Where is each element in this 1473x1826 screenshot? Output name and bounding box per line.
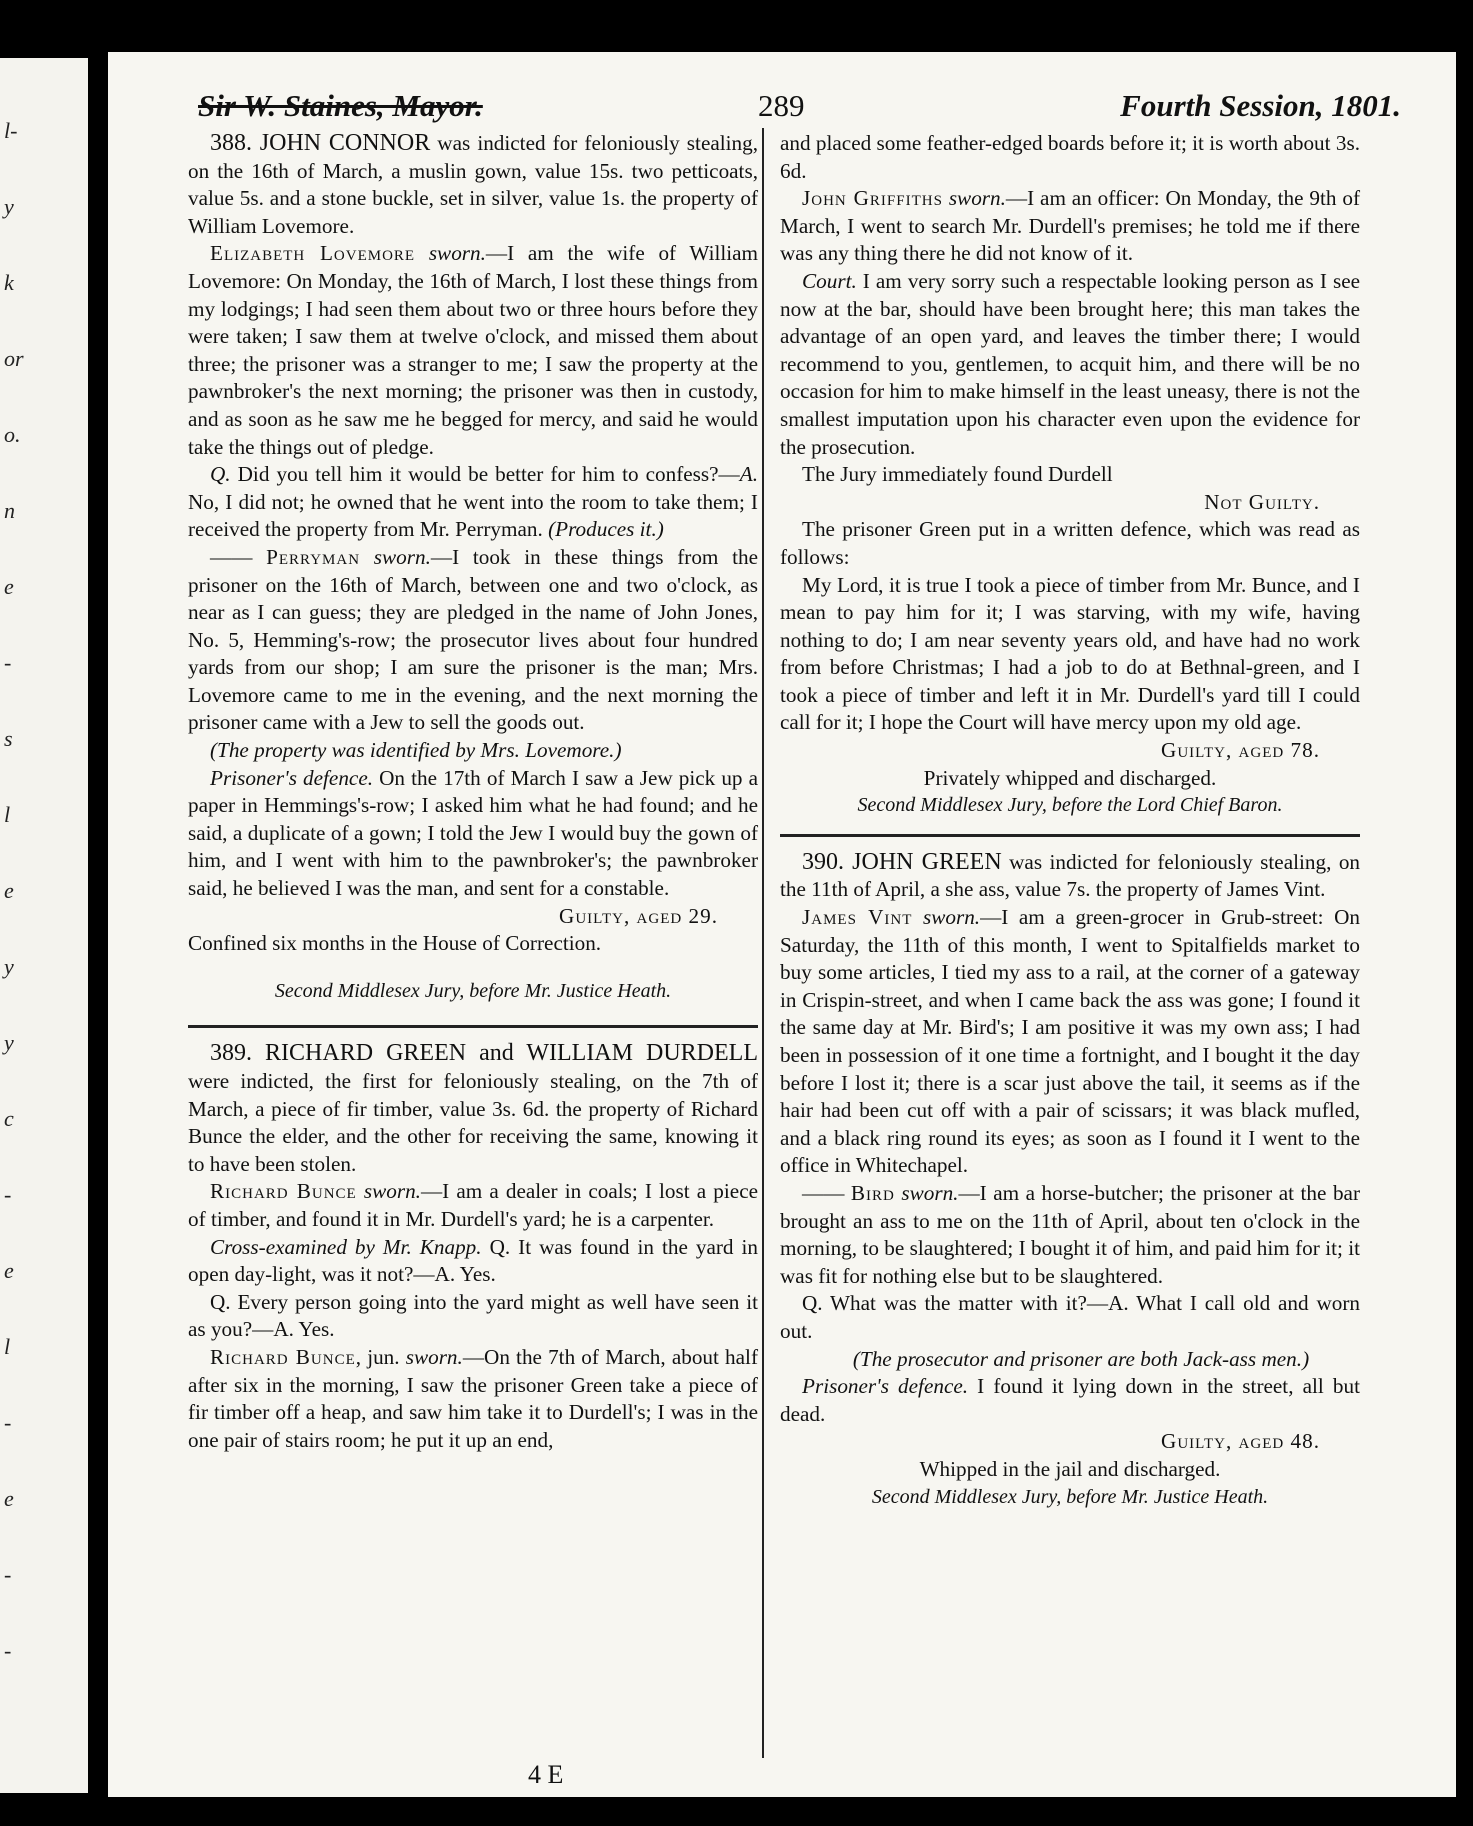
cross-examination: Cross-examined by Mr. Knapp. Q. It was found in the yard in open day-light, was it not?—A. Yes. (188, 1234, 758, 1287)
case-separator (188, 1025, 758, 1028)
left-column (188, 130, 758, 1454)
margin-fragment: l (4, 1334, 11, 1359)
case-389-indictment: 389. RICHARD GREEN and WILLIAM DURDELL were indicted, the first for feloniously stealing, on the 7th of March, a piece of fir timber, value 3s. 6d. the property of Richard Bunce the elder, and the other for receiving the same, knowing it to have been stolen. (188, 1040, 758, 1176)
jury-line-green: Second Middlesex Jury, before the Lord Chief Baron. (857, 794, 1283, 817)
written-defence-text: My Lord, it is true I took a piece of timber from Mr. Bunce, and I mean to pay him for it; I was starving, with my wife, having nothing to do; I am near seventy years old, and have had no work from before Christmas; I had a job to do at Bethnal-green, and I took a piece of timber and left it in Mr. Durdell's yard till I could call for it; I hope the Court will have mercy upon my old age. (780, 572, 1360, 735)
header-mayor: Sir W. Staines, Mayor. (198, 88, 483, 123)
margin-fragment: - (4, 1410, 12, 1435)
testimony-james-vint: James Vint sworn.—I am a green-grocer in Grub-street: On Saturday, the 11th of this month, I went to Spitalfields market to buy some articles, I tied my ass to a rail, at the corner of a gateway in Crispin-street, and when I came back the ass was gone; I found it the same day at Mr. Bird's; I am positive it was my own ass; I had been in possession of it one time a fortnight, and I bought it the day before I lost it; there is a scar just above the tail, it seems as if the hair had been cut off with a pair of scissars; it was black mufled, and a black ring round its eyes; as soon as I found it I went to the office in Whitechapel. (780, 905, 1360, 1178)
margin-fragment: y (4, 1030, 14, 1055)
margin-fragment: e (4, 878, 14, 903)
prisoner-defence-connor: Prisoner's defence. On the 17th of March I saw a Jew pick up a paper in Hemmings's-row; I asked him what he had found; and he said, a duplicate of a gown; I told the Jew I would buy the gown of him, and I went with him to the pawnbroker's; the pawnbroker said, he believed I was the man, and sent for a constable. (188, 765, 759, 901)
margin-fragment: e (4, 1486, 14, 1511)
margin-fragment: l- (4, 118, 18, 143)
question-matter: Q. What was the matter with it?—A. What I call old and worn out. (780, 1291, 1360, 1343)
margin-fragment: k (4, 270, 14, 295)
identification-note: (The property was identified by Mrs. Lovemore.) (210, 738, 622, 763)
testimony-bunce-jun: Richard Bunce, jun. sworn.—On the 7th of March, about half after six in the morning, I saw the prisoner Green take a piece of fir timber off a heap, and saw him take it to Durdell's; I was in the one pair of stairs room; he put it up an end, (188, 1344, 758, 1452)
page-number: 289 (758, 88, 805, 123)
jury-line-connor: Second Middlesex Jury, before Mr. Justice Heath. (274, 979, 672, 1002)
case-388-indictment: 388. JOHN CONNOR was indicted for feloniously stealing, on the 16th of March, a muslin gown, value 15s. two petticoats, value 5s. and a stone buckle, set in silver, value 1s. the property of William Lovemore. (188, 130, 759, 238)
sentence-connor: Confined six months in the House of Correction. (188, 931, 602, 956)
document-page (108, 52, 1456, 1797)
jury-finding: The Jury immediately found Durdell (802, 462, 1113, 487)
header-session: Fourth Session, 1801. (1120, 88, 1401, 123)
sentence-john-green: Whipped in the jail and discharged. (919, 1456, 1221, 1481)
margin-fragment: y (4, 194, 14, 219)
prisoner-defence-john-green: Prisoner's defence. I found it lying down in the street, all but dead. (780, 1374, 1360, 1426)
margin-fragment: o. (4, 422, 21, 447)
margin-fragment: y (4, 954, 14, 979)
margin-fragment: e (4, 1258, 14, 1283)
question-confess: Q. Did you tell him it would be better for him to confess?—A. No, I did not; he owned that he went into the room to take them; I received the property from Mr. Perryman. (Produces it.) (188, 462, 758, 542)
margin-fragment: - (4, 650, 12, 675)
running-header (198, 88, 1401, 130)
column-divider (762, 128, 764, 1758)
testimony-richard-bunce: Richard Bunce sworn.—I am a dealer in coals; I lost a piece of timber, and found it in Mr. Durdell's yard; he is a carpenter. (188, 1179, 758, 1231)
jackass-note: (The prosecutor and prisoner are both Jack-ass men.) (852, 1346, 1310, 1371)
jury-line-john-green: Second Middlesex Jury, before Mr. Justice Heath. (871, 1485, 1269, 1508)
margin-fragment: - (4, 1638, 12, 1663)
testimony-bird: —— Bird sworn.—I am a horse-butcher; the prisoner at the bar brought an ass to me on the 11th of April, about ten o'clock in the morning, to be slaughtered; I bought it of him, and paid him for it; it was fit for nothing else but to be slaughtered. (780, 1180, 1360, 1288)
court-remarks: Court. I am very sorry such a respectable looking person as I see now at the bar, should have been brought here; this man takes the advantage of an open yard, and leaves the timber there; I would recommend to you, gentlemen, to acquit him, and there will be no occasion for him to make himself in the least uneasy, there is not the smallest imputation upon his character even upon the evidence for the prosecution. (780, 268, 1360, 459)
right-column (780, 130, 1360, 1511)
margin-fragment: or (4, 346, 24, 371)
verdict-john-green: Guilty, aged 48. (1161, 1429, 1320, 1454)
margin-fragment: - (4, 1562, 12, 1587)
signature-mark: 4 E (528, 1760, 564, 1789)
margin-fragment: n (4, 498, 15, 523)
continued-testimony: and placed some feather-edged boards before it; it is worth about 3s. 6d. (780, 131, 1360, 183)
verdict-durdell: Not Guilty. (1204, 489, 1320, 514)
verdict-connor: Guilty, aged 29. (559, 903, 718, 928)
margin-fragment: s (4, 726, 13, 751)
sentence-green: Privately whipped and discharged. (923, 765, 1217, 790)
testimony-elizabeth-lovemore: Elizabeth Lovemore sworn.—I am the wife of William Lovemore: On Monday, the 16th of March, I lost these things from my lodgings; I had seen them about two or three hours before they were taken; I saw them at twelve o'clock, and missed them about three; the prisoner was a stranger to me; I saw the property at the pawnbroker's the next morning; the prisoner was then in custody, and as soon as he saw me he begged for mercy, and said he would take the things out of pledge. (188, 241, 758, 459)
margin-fragment: e (4, 574, 14, 599)
testimony-john-griffiths: John Griffiths sworn.—I am an officer: On Monday, the 9th of March, I went to search Mr. Durdell's premises; he told me if there was any thing there he did not know of it. (780, 186, 1361, 266)
verdict-green: Guilty, aged 78. (1161, 738, 1320, 763)
written-defence-intro: The prisoner Green put in a written defence, which was read as follows: (780, 517, 1360, 569)
testimony-perryman: —— Perryman sworn.—I took in these things from the prisoner on the 16th of March, between one and two o'clock, as near as I can guess; they are pledged in the name of John Jones, No. 5, Hemming's-row; the prosecutor lives about four hundred yards from our shop; I am sure the prisoner is the man; Mrs. Lovemore came to me in the evening, and the next morning the prisoner came with a Jew to sell the goods out. (188, 544, 758, 735)
margin-fragment: l (4, 802, 11, 827)
case-390-indictment: 390. JOHN GREEN was indicted for feloniously stealing, on the 11th of April, a she ass, value 7s. the property of James Vint. (780, 848, 1361, 902)
case-separator-2 (780, 834, 1360, 837)
margin-fragment: - (4, 1182, 12, 1207)
margin-fragment: c (4, 1106, 14, 1131)
question-seen: Q. Every person going into the yard might as well have seen it as you?—A. Yes. (188, 1289, 758, 1342)
adjacent-page-strip (0, 58, 88, 1793)
